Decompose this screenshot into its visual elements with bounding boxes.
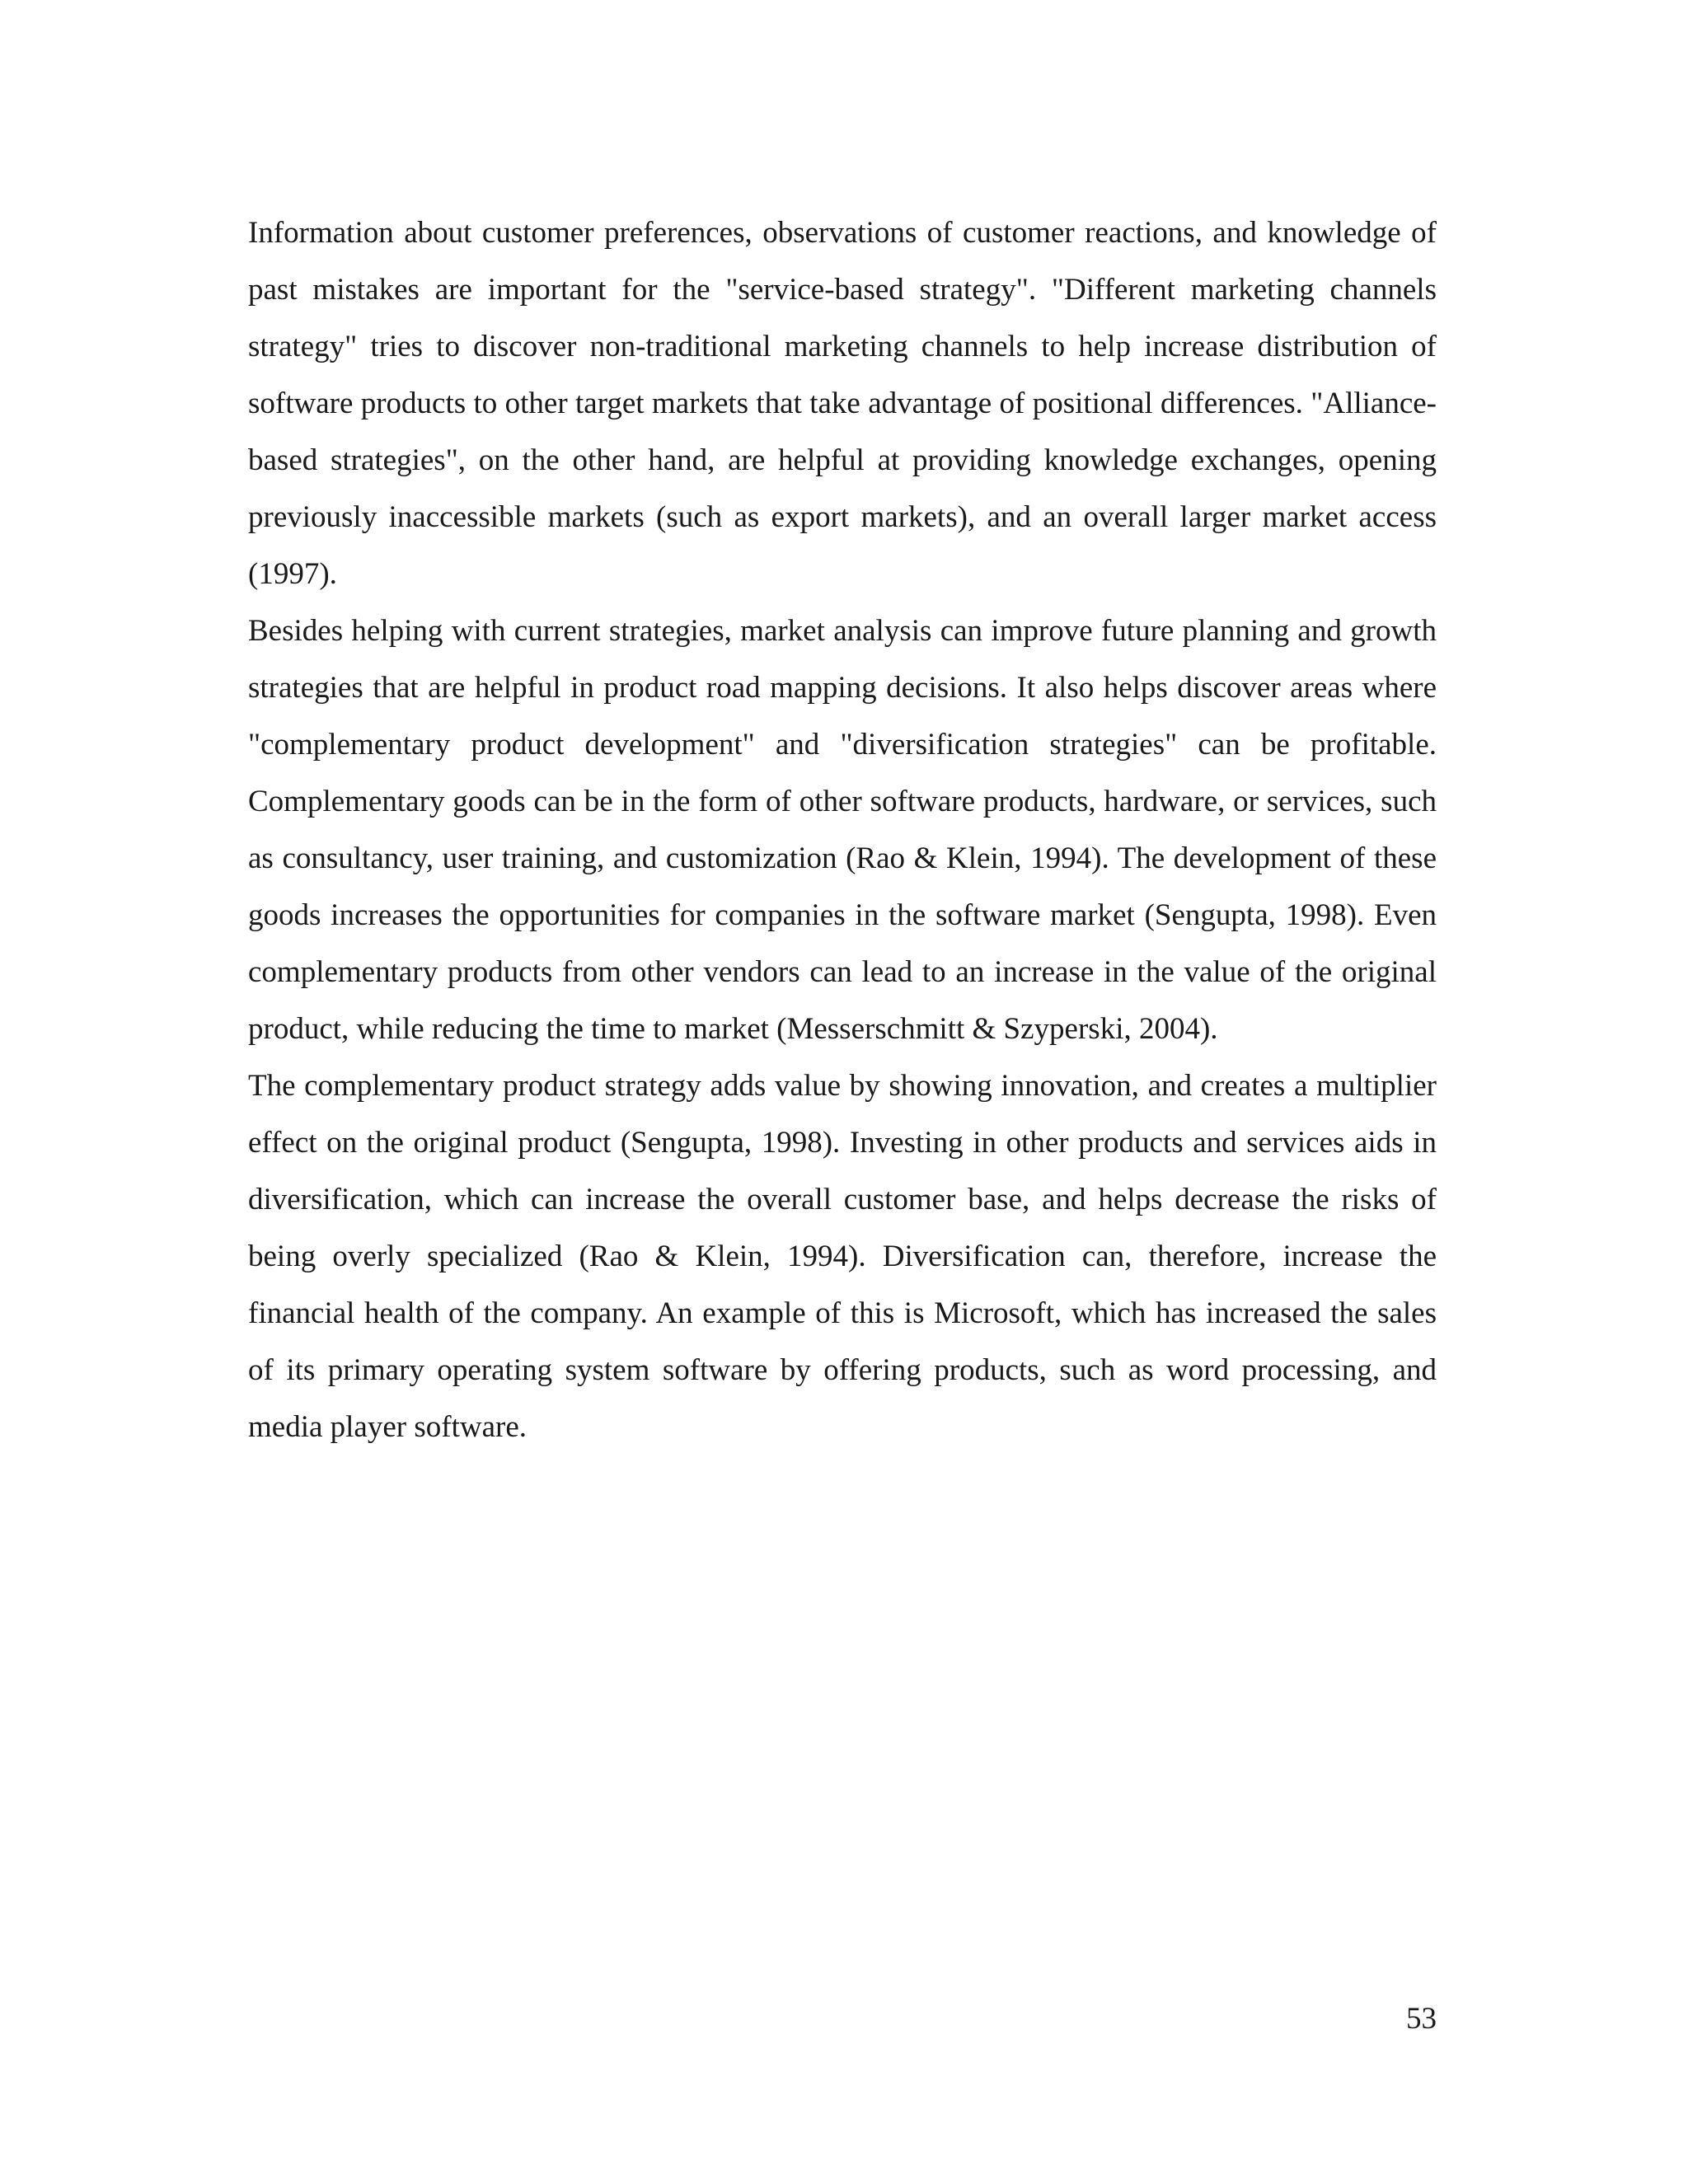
page-number: 53 [1406, 2002, 1437, 2036]
body-text [248, 204, 1437, 1455]
paragraph-customer-strategies: Information about customer preferences, observations of customer reactions, and knowledge of past mistakes are important for the "service-based strategy". "Different marketing channels strategy" tries to discover non-traditional marketing channels to help increase distribution of software products to other target markets that take advantage of positional differences. "Alliance-based strategies", on the other hand, are helpful at providing knowledge exchanges, opening previously inaccessible markets (such as export markets), and an overall larger market access (1997). [248, 216, 1437, 591]
paragraph-complementary-product: The complementary product strategy adds value by showing innovation, and creates a multiplier effect on the original product (Sengupta, 1998). Investing in other products and services aids in diversification, which can increase the overall customer base, and helps decrease the risks of being overly specialized (Rao & Klein, 1994). Diversification can, therefore, increase the financial health of the company. An example of this is Microsoft, which has increased the sales of its primary operating system software by offering products, such as word processing, and media player software. [248, 1069, 1437, 1444]
paragraph-market-analysis: Besides helping with current strategies, market analysis can improve future planning and growth strategies that are helpful in product road mapping decisions. It also helps discover areas where "complementary product development" and "diversification strategies" can be profitable. Complementary goods can be in the form of other software products, hardware, or services, such as consultancy, user training, and customization (Rao & Klein, 1994). The development of these goods increases the opportunities for companies in the software market (Sengupta, 1998). Even complementary products from other vendors can lead to an increase in the value of the original product, while reducing the time to market (Messerschmitt & Szyperski, 2004). [248, 614, 1437, 1046]
